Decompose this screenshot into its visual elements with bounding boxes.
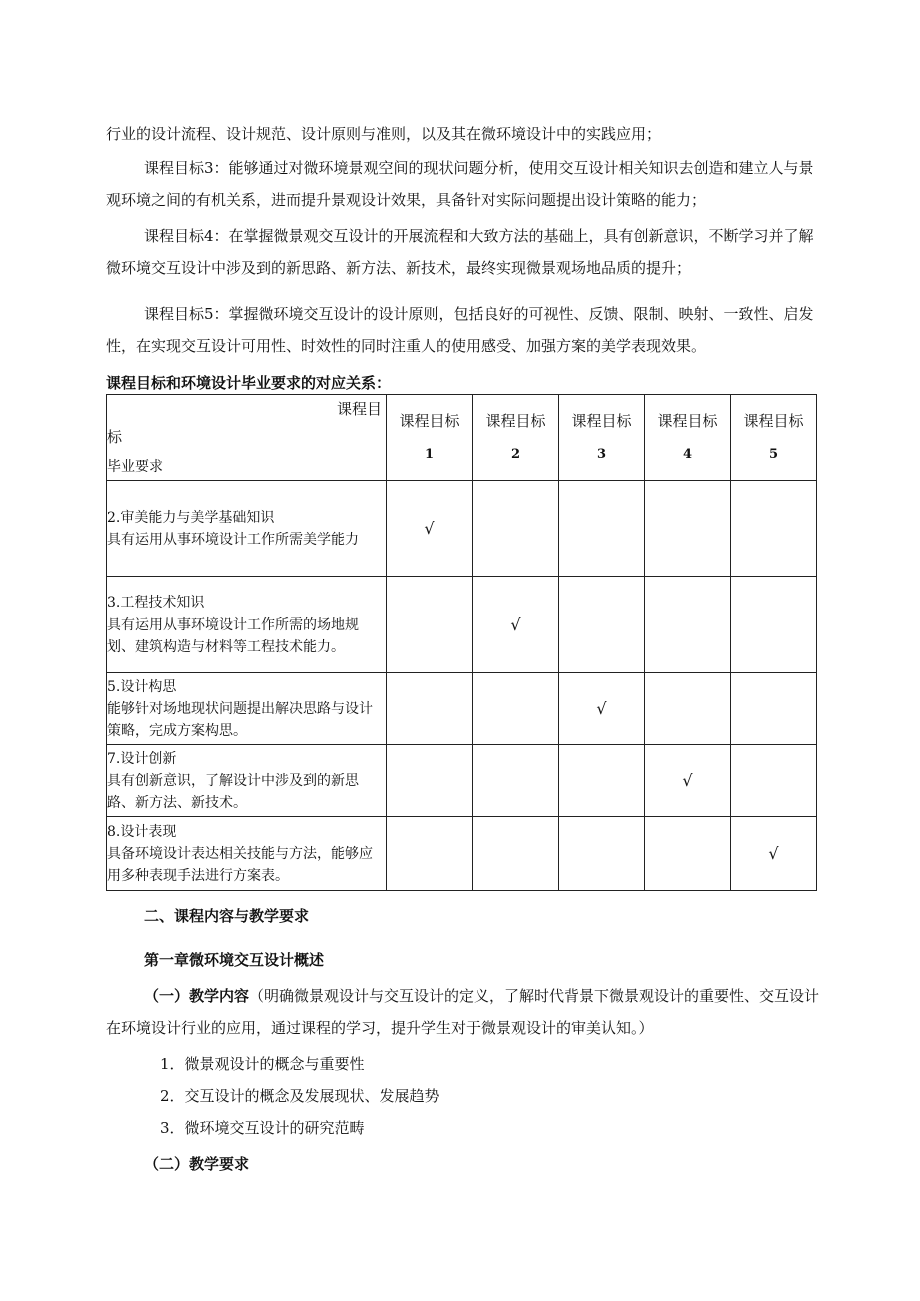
empty-cell <box>645 817 731 891</box>
check-mark: √ <box>559 673 645 745</box>
header-goal-2: 课程目标 2 <box>473 395 559 481</box>
empty-cell <box>645 673 731 745</box>
teaching-content-label: （一）教学内容 <box>144 987 250 1005</box>
chapter-title: 第一章微环境交互设计概述 <box>144 951 325 969</box>
paragraph-continuation: 行业的设计流程、设计规范、设计原则与准则，以及其在微环境设计中的实践应用； <box>106 125 662 143</box>
empty-cell <box>645 481 731 577</box>
requirement-desc: 能够针对场地现状问题提出解决思路与设计策略，完成方案构思。 <box>107 700 373 739</box>
section-heading: 二、课程内容与教学要求 <box>144 907 310 925</box>
header-corner-cell <box>107 395 387 481</box>
empty-cell <box>731 745 817 817</box>
teaching-content <box>106 980 820 1044</box>
goal-requirement-table <box>106 394 817 891</box>
header-goal-4: 课程目标 4 <box>645 395 731 481</box>
header-goal-5: 课程目标 5 <box>731 395 817 481</box>
empty-cell <box>473 745 559 817</box>
list-item: 3．微环境交互设计的研究范畴 <box>160 1119 365 1137</box>
requirement-desc: 具备环境设计表达相关技能与方法，能够应用多种表现手法进行方案表。 <box>107 845 373 884</box>
check-mark: √ <box>473 577 559 673</box>
empty-cell <box>731 673 817 745</box>
list-item: 1．微景观设计的概念与重要性 <box>160 1055 365 1073</box>
requirement-cell <box>107 817 387 891</box>
empty-cell <box>473 481 559 577</box>
header-goal-3: 课程目标 3 <box>559 395 645 481</box>
table-row <box>107 673 817 745</box>
check-mark: √ <box>645 745 731 817</box>
requirement-title: 8.设计表现 <box>107 823 177 840</box>
table-row <box>107 817 817 891</box>
requirement-cell <box>107 745 387 817</box>
requirement-desc: 具有运用从事环境设计工作所需美学能力 <box>107 531 359 548</box>
check-mark: √ <box>731 817 817 891</box>
table-row <box>107 745 817 817</box>
table-title: 课程目标和环境设计毕业要求的对应关系： <box>106 374 392 392</box>
requirement-cell <box>107 481 387 577</box>
empty-cell <box>559 817 645 891</box>
corner-mid: 标 <box>107 427 123 446</box>
corner-top: 课程目 <box>336 399 382 418</box>
requirement-title: 2.审美能力与美学基础知识 <box>107 509 275 526</box>
empty-cell <box>559 745 645 817</box>
requirement-cell <box>107 577 387 673</box>
empty-cell <box>645 577 731 673</box>
paragraph-goal-5: 课程目标5：掌握微环境交互设计的设计原则，包括良好的可视性、反馈、限制、映射、一致性、启发性，在实现交互设计可用性、时效性的同时注重人的使用感受、加强方案的美学表现效果。 <box>106 305 814 355</box>
empty-cell <box>731 577 817 673</box>
list-item: 2．交互设计的概念及发展现状、发展趋势 <box>160 1087 440 1105</box>
requirement-title: 5.设计构思 <box>107 678 177 695</box>
corner-bottom: 毕业要求 <box>107 458 163 475</box>
check-mark: √ <box>387 481 473 577</box>
table-row <box>107 481 817 577</box>
requirement-desc: 具有创新意识，了解设计中涉及到的新思路、新方法、新技术。 <box>107 772 359 811</box>
requirement-title: 7.设计创新 <box>107 750 177 767</box>
empty-cell <box>387 745 473 817</box>
empty-cell <box>387 577 473 673</box>
header-goal-1: 课程目标 1 <box>387 395 473 481</box>
table-header-row <box>107 395 817 481</box>
empty-cell <box>473 673 559 745</box>
teaching-content-text: （明确微景观设计与交互设计的定义，了解时代背景下微景观设计的重要性、交互设计在环境设计行业的应用，通过课程的学习，提升学生对于微景观设计的审美认知。） <box>106 987 820 1037</box>
empty-cell <box>559 577 645 673</box>
empty-cell <box>387 673 473 745</box>
paragraph-goal-4: 课程目标4：在掌握微景观交互设计的开展流程和大致方法的基础上，具有创新意识，不断学习并了解微环境交互设计中涉及到的新思路、新方法、新技术，最终实现微景观场地品质的提升； <box>106 227 814 277</box>
empty-cell <box>473 817 559 891</box>
requirement-desc: 具有运用从事环境设计工作所需的场地规划、建筑构造与材料等工程技术能力。 <box>107 616 359 655</box>
requirement-title: 3.工程技术知识 <box>107 594 205 611</box>
requirement-cell <box>107 673 387 745</box>
empty-cell <box>387 817 473 891</box>
empty-cell <box>731 481 817 577</box>
paragraph-goal-3: 课程目标3：能够通过对微环境景观空间的现状问题分析，使用交互设计相关知识去创造和建立人与景观环境之间的有机关系，进而提升景观设计效果，具备针对实际问题提出设计策略的能力； <box>106 159 814 209</box>
empty-cell <box>559 481 645 577</box>
table-row <box>107 577 817 673</box>
teaching-requirement-heading: （二）教学要求 <box>144 1155 250 1173</box>
